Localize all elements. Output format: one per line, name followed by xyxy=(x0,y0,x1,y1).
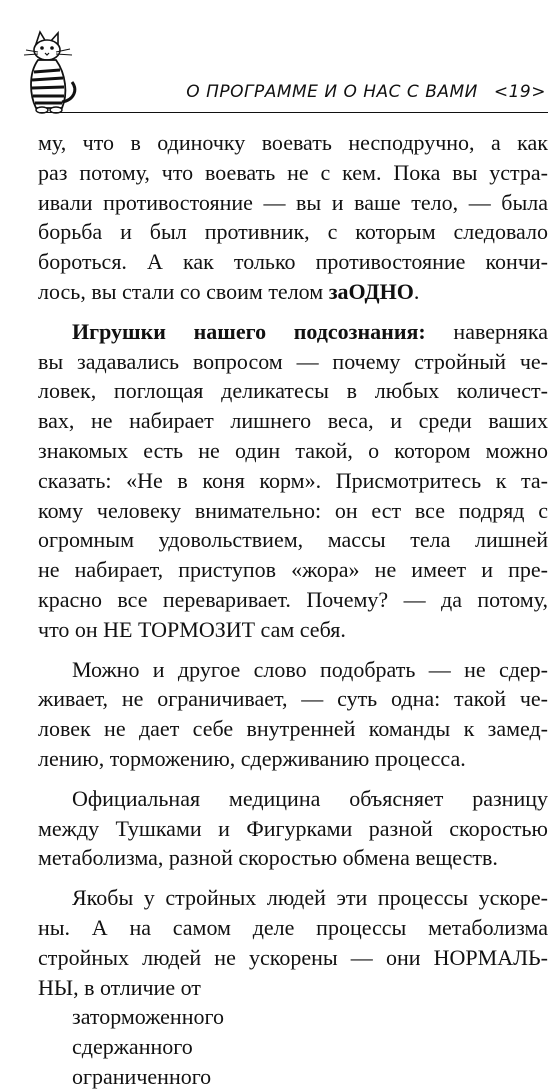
text-line: вах, не набирает лишнего веса, и среди ваших xyxy=(38,408,548,434)
text-line: борьба и был противник, с которым следовало xyxy=(38,219,548,245)
text-line: раз потому, что воевать не с кем. Пока вы устра- xyxy=(38,159,548,185)
text-fragment: лось, вы стали со своим телом xyxy=(38,278,329,304)
text-fragment: . xyxy=(413,278,420,304)
striped-cat-icon xyxy=(14,30,84,114)
text-line: живает, не ограничивает, — суть одна: такой че- xyxy=(38,686,548,712)
text-line: му, что в одиночку воевать несподручно, а как xyxy=(38,130,548,155)
text-line: вы задавались вопросом — почему стройный че- xyxy=(38,348,548,374)
text-line: НЫ, в отличие от xyxy=(38,974,201,1000)
text-line: что он НЕ ТОРМОЗИТ сам себя. xyxy=(38,616,346,642)
text-line: ны. А на самом деле процессы метаболизма xyxy=(38,914,548,940)
paragraph-2 xyxy=(38,317,548,645)
text-line: не набирает, приступов «жора» не имеет и пре- xyxy=(38,557,548,583)
text-line: Якобы у стройных людей эти процессы ускоре- xyxy=(72,885,548,911)
text-line: стройных людей не ускорены — они НОРМАЛЬ- xyxy=(38,944,548,970)
paragraph-1 xyxy=(38,128,548,307)
text-line: красно все переваривает. Почему? — да потому, xyxy=(38,586,548,612)
text-line: ловек не дает себе внутренней команды к замед- xyxy=(38,716,548,742)
text-line: сказать: «Не в коня корм». Присмотритесь к та- xyxy=(38,467,548,493)
text-line: Можно и другое слово подобрать — не сдер- xyxy=(72,656,548,682)
running-title: О ПРОГРАММЕ И О НАС С ВАМИ xyxy=(186,82,478,102)
text-line: между Тушками и Фигурками разной скоростью xyxy=(38,815,548,841)
text-line: Официальная медицина объясняет разницу xyxy=(72,785,548,811)
header-rule xyxy=(40,112,548,113)
body-text xyxy=(38,128,548,1092)
text-line xyxy=(38,317,548,347)
list-item: ограниченного xyxy=(72,1063,212,1089)
text-line: бороться. А как только противостояние кончи- xyxy=(38,249,548,275)
text-line: огромным удовольствием, массы тела лишней xyxy=(38,527,548,553)
text-fragment: наверняка xyxy=(425,318,548,344)
text-line: знакомых есть не один такой, о котором можно xyxy=(38,437,548,463)
text-line: ивали противостояние — вы и ваше тело, — была xyxy=(38,189,548,215)
bold-lead: Игрушки нашего подсознания: xyxy=(72,318,426,344)
text-line: лению, торможению, сдерживанию процесса. xyxy=(38,745,466,771)
paragraph-3 xyxy=(38,655,548,774)
list-item: сдержанного xyxy=(72,1034,193,1060)
paragraph-5 xyxy=(38,883,548,1092)
text-line: ловек, поглощая деликатесы в любых количест- xyxy=(38,378,548,404)
page-header xyxy=(0,0,560,118)
text-line: метаболизма, разной скоростью обмена веществ. xyxy=(38,845,498,871)
text-line: кому человеку внимательно: он ест все подряд с xyxy=(38,497,548,523)
text-line xyxy=(38,277,548,307)
paragraph-4 xyxy=(38,784,548,873)
bold-term: заОДНО xyxy=(328,278,414,304)
running-head xyxy=(186,82,546,102)
list-item: заторможенного xyxy=(72,1004,224,1030)
page-number: <19> xyxy=(493,82,546,102)
